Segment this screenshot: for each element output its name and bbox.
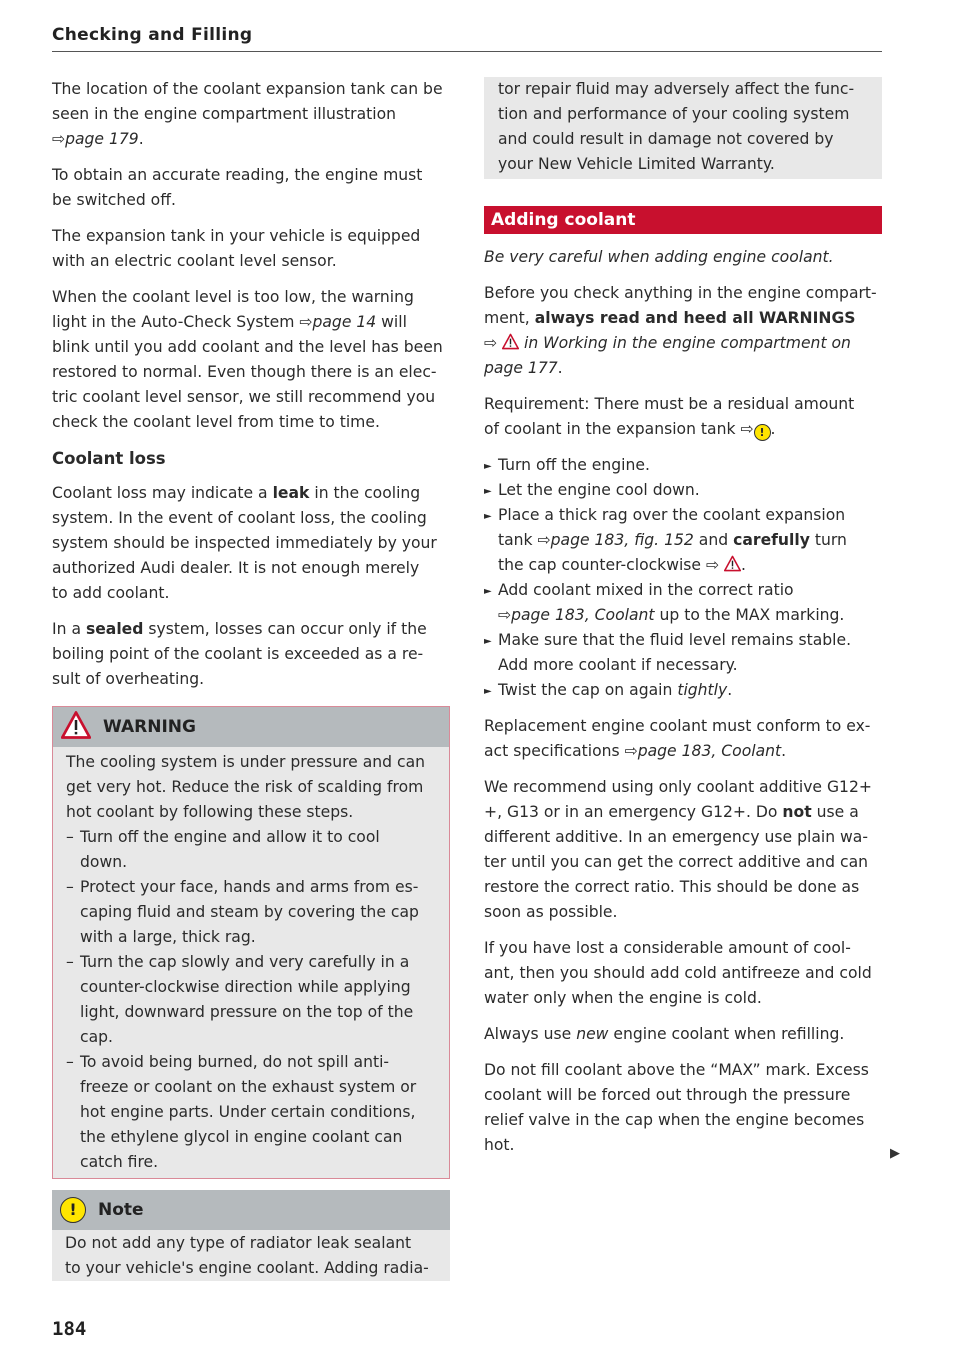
text-line [484,653,882,678]
text: your New Vehicle Limited Warranty. [498,155,775,173]
text: of coolant in the expansion tank ⇨ [484,420,754,438]
text-line [498,77,868,102]
text-line [484,578,882,603]
text-line [484,628,882,653]
text: be switched off. [52,191,176,209]
bullet-triangle-icon: ► [484,586,492,597]
italic-text: Be very careful when adding engine coolant. [484,248,834,266]
text-line [52,127,450,152]
paragraph [484,936,882,1011]
text-line [484,392,882,417]
page-number: 184 [52,1318,87,1340]
text: ⇨ [484,334,503,352]
text: hot. [484,1136,515,1154]
right-column [484,77,882,1169]
text: up to the MAX marking. [654,606,845,624]
paragraph [484,1022,882,1047]
text-line [66,850,439,875]
page-reference: ⇨page 183, Coolant [624,742,782,760]
text: Before you check anything in the engine compart- [484,284,877,302]
text: In a [52,620,86,638]
text-line [484,553,882,578]
text: tion and performance of your cooling system [498,105,850,123]
dash-marker: – [66,828,74,846]
text: blink until you add coolant and the level has been [52,338,443,356]
page-reference: ⇨page 14 [299,313,377,331]
text: Always use [484,1025,577,1043]
note-circle-icon: ! [754,424,771,441]
text-line [484,986,882,1011]
subheading: Coolant loss [52,449,166,468]
text: . [557,359,563,377]
text-line [484,331,882,356]
text: . [727,681,733,699]
page-reference: ⇨page 179 [52,130,139,148]
bullet-triangle-icon: ► [484,636,492,647]
text: ant, then you should add cold antifreeze and cold [484,964,872,982]
paragraph [484,245,882,270]
paragraph [484,1058,882,1158]
text-line [484,478,882,503]
text: To avoid being burned, do not spill anti- [80,1053,390,1071]
text-line [484,800,882,825]
italic-text: tightly [677,681,728,699]
paragraph [52,77,450,152]
paragraph [52,617,450,692]
text: Twist the cap on again [498,681,678,699]
text: . [770,420,776,438]
text: soon as possible. [484,903,618,921]
text-line [66,825,439,850]
text: . [741,556,746,574]
paragraph [484,714,882,764]
text: ment, [484,309,535,327]
text-line [484,875,882,900]
note-box [52,1190,450,1281]
paragraph [484,281,882,381]
text-line [52,77,450,102]
note-continuation-box [484,77,882,179]
text-line [484,775,882,800]
text: turn [809,531,847,549]
text-line [66,925,439,950]
bold-text: carefully [733,531,810,549]
text: The expansion tank in your vehicle is equipped [52,227,421,245]
text-line [52,163,450,188]
warning-title: WARNING [103,717,196,737]
text: and [693,531,734,549]
warning-triangle-icon [724,555,741,580]
bold-text: leak [272,484,310,502]
text: down. [80,853,128,871]
note-circle-icon: ! [60,1197,86,1223]
text: Turn off the engine. [498,456,650,474]
left-column [52,77,450,1281]
text: system should be inspected immediately by your [52,534,437,552]
text-line [484,453,882,478]
text: Do not fill coolant above the “MAX” mark. Excess [484,1061,869,1079]
warning-box [52,706,450,1179]
text-line [484,417,882,442]
continue-arrow-icon: ▶ [890,1146,900,1161]
text-line [484,1133,882,1158]
text: tric coolant level sensor, we still recommend you [52,388,436,406]
text: To obtain an accurate reading, the engine must [52,166,423,184]
bullet-triangle-icon: ► [484,486,492,497]
text: coolant will be forced out through the pressure [484,1086,851,1104]
text: system, losses can occur only if the [143,620,427,638]
text: Protect your face, hands and arms from es- [80,878,419,896]
paragraph [52,285,450,435]
italic-text: new [576,1025,609,1043]
text-line [66,800,439,825]
list-item [484,453,882,478]
bold-text: sealed [85,620,144,638]
list-item [484,478,882,503]
paragraph [484,392,882,442]
warning-triangle-icon [502,333,519,358]
warning-triangle-icon [61,710,91,745]
paragraph [52,224,450,274]
note-body [52,1230,450,1281]
text: Make sure that the fluid level remains stable. [498,631,852,649]
warning-header [53,707,449,747]
text: catch fire. [80,1153,159,1171]
text-line [484,850,882,875]
bullet-triangle-icon: ► [484,461,492,472]
text: light, downward pressure on the top of the [80,1003,414,1021]
text-line [52,385,450,410]
text: restored to normal. Even though there is an elec- [52,363,437,381]
bold-text: always read and heed all WARNINGS [534,309,856,327]
text-line [52,617,450,642]
text-line [52,642,450,667]
text-line [52,556,450,581]
text-line [66,1125,439,1150]
list-item [484,578,882,628]
text: seen in the engine compartment illustration [52,105,396,123]
text-line [66,900,439,925]
text: . [138,130,144,148]
bullet-triangle-icon: ► [484,686,492,697]
text-line [484,936,882,961]
text-line [66,950,439,975]
text-line [52,667,450,692]
text: restore the correct ratio. This should be done as [484,878,860,896]
text-line [484,961,882,986]
instruction-list [484,453,882,703]
text-line [498,127,868,152]
text: freeze or coolant on the exhaust system or [80,1078,417,1096]
text: engine coolant when refilling. [608,1025,845,1043]
text-line [52,410,450,435]
text-line [484,1058,882,1083]
dash-marker: – [66,953,74,971]
section-heading: Adding coolant [484,206,882,234]
text-line [484,1022,882,1047]
text-line [484,356,882,381]
text-line [52,531,450,556]
text: hot engine parts. Under certain conditions, [80,1103,416,1121]
paragraph [484,775,882,925]
text: counter-clockwise direction while applying [80,978,411,996]
text-line [52,481,450,506]
text: the cap counter-clockwise ⇨ [498,556,724,574]
text-line [484,900,882,925]
note-header [52,1190,450,1230]
text: caping fluid and steam by covering the cap [80,903,419,921]
text: with an electric coolant level sensor. [52,252,337,270]
text: light in the Auto-Check System [52,313,300,331]
page-reference: ⇨page 183, fig. 152 [537,531,694,549]
paragraph [52,163,450,213]
text: to your vehicle's engine coolant. Adding radia- [65,1259,429,1277]
text: Add more coolant if necessary. [498,656,738,674]
section-header: Checking and Filling [52,25,253,45]
text: act specifications [484,742,625,760]
text-line [484,825,882,850]
italic-text: in Working in the engine compartment on [519,334,851,352]
warning-body [53,747,449,1178]
text-line [484,306,882,331]
text-line [52,506,450,531]
text: in the cooling [309,484,421,502]
text-line [66,750,439,775]
text: ter until you can get the correct additive and can [484,853,869,871]
text-line [484,678,882,703]
text-line [52,188,450,213]
note-title: Note [98,1200,144,1220]
text-line [484,603,882,628]
dash-marker: – [66,878,74,896]
text-line [484,528,882,553]
text-line [66,1025,439,1050]
text: cap. [80,1028,113,1046]
text-line [66,1150,439,1175]
text-line [484,503,882,528]
text: Let the engine cool down. [498,481,700,499]
text-line [66,775,439,800]
text-line [484,739,882,764]
text: Place a thick rag over the coolant expansion [498,506,846,524]
bullet-triangle-icon: ► [484,511,492,522]
text-line [65,1231,440,1256]
text-line [52,360,450,385]
text-line [66,1100,439,1125]
text: sult of overheating. [52,670,205,688]
list-item [484,503,882,578]
text-line [65,1256,440,1281]
bold-text: not [782,803,812,821]
text: Requirement: There must be a residual amount [484,395,855,413]
dash-marker: – [66,1053,74,1071]
text: If you have lost a considerable amount of cool- [484,939,851,957]
text-line [66,875,439,900]
italic-text: page 177 [484,359,558,377]
text-line [498,102,868,127]
text: Add coolant mixed in the correct ratio [498,581,794,599]
text-line [484,1108,882,1133]
text-line [484,1083,882,1108]
text-line [66,975,439,1000]
paragraph [52,481,450,606]
text-line [52,335,450,360]
text: the ethylene glycol in engine coolant can [80,1128,403,1146]
text-line [66,1050,439,1075]
text: . [781,742,787,760]
text-line [52,249,450,274]
text: Turn the cap slowly and very carefully in a [80,953,410,971]
text: boiling point of the coolant is exceeded as a re- [52,645,424,663]
text: The location of the coolant expansion tank can be [52,80,443,98]
text: water only when the engine is cold. [484,989,762,1007]
text: The cooling system is under pressure and can [66,753,426,771]
text: Coolant loss may indicate a [52,484,273,502]
text-line [484,281,882,306]
text: get very hot. Reduce the risk of scalding from [66,778,424,796]
text-line [66,1000,439,1025]
text: system. In the event of coolant loss, the cooling [52,509,427,527]
text: and could result in damage not covered by [498,130,834,148]
text: use a [811,803,859,821]
text: Do not add any type of radiator leak sealant [65,1234,412,1252]
text-line [52,581,450,606]
text: +, G13 or in an emergency G12+. Do [484,803,783,821]
text: Replacement engine coolant must conform to ex- [484,717,871,735]
text: tor repair fluid may adversely affect the func- [498,80,855,98]
text-line [52,102,450,127]
text-line [52,310,450,335]
text: authorized Audi dealer. It is not enough merely [52,559,420,577]
text-line [52,285,450,310]
text: check the coolant level from time to time. [52,413,380,431]
text: relief valve in the cap when the engine becomes [484,1111,865,1129]
text: When the coolant level is too low, the warning [52,288,414,306]
list-item [484,628,882,678]
text: different additive. In an emergency use plain wa- [484,828,868,846]
list-item [484,678,882,703]
text: We recommend using only coolant additive G12+ [484,778,872,796]
text: to add coolant. [52,584,170,602]
text-line [66,1075,439,1100]
text: will [376,313,407,331]
text: hot coolant by following these steps. [66,803,354,821]
text-line [484,245,882,270]
page-reference: ⇨page 183, Coolant [498,606,655,624]
text: tank [498,531,538,549]
header-divider [52,51,882,52]
text-line [52,224,450,249]
text: with a large, thick rag. [80,928,256,946]
text-line [484,714,882,739]
text-line [498,152,868,177]
text: Turn off the engine and allow it to cool [80,828,380,846]
